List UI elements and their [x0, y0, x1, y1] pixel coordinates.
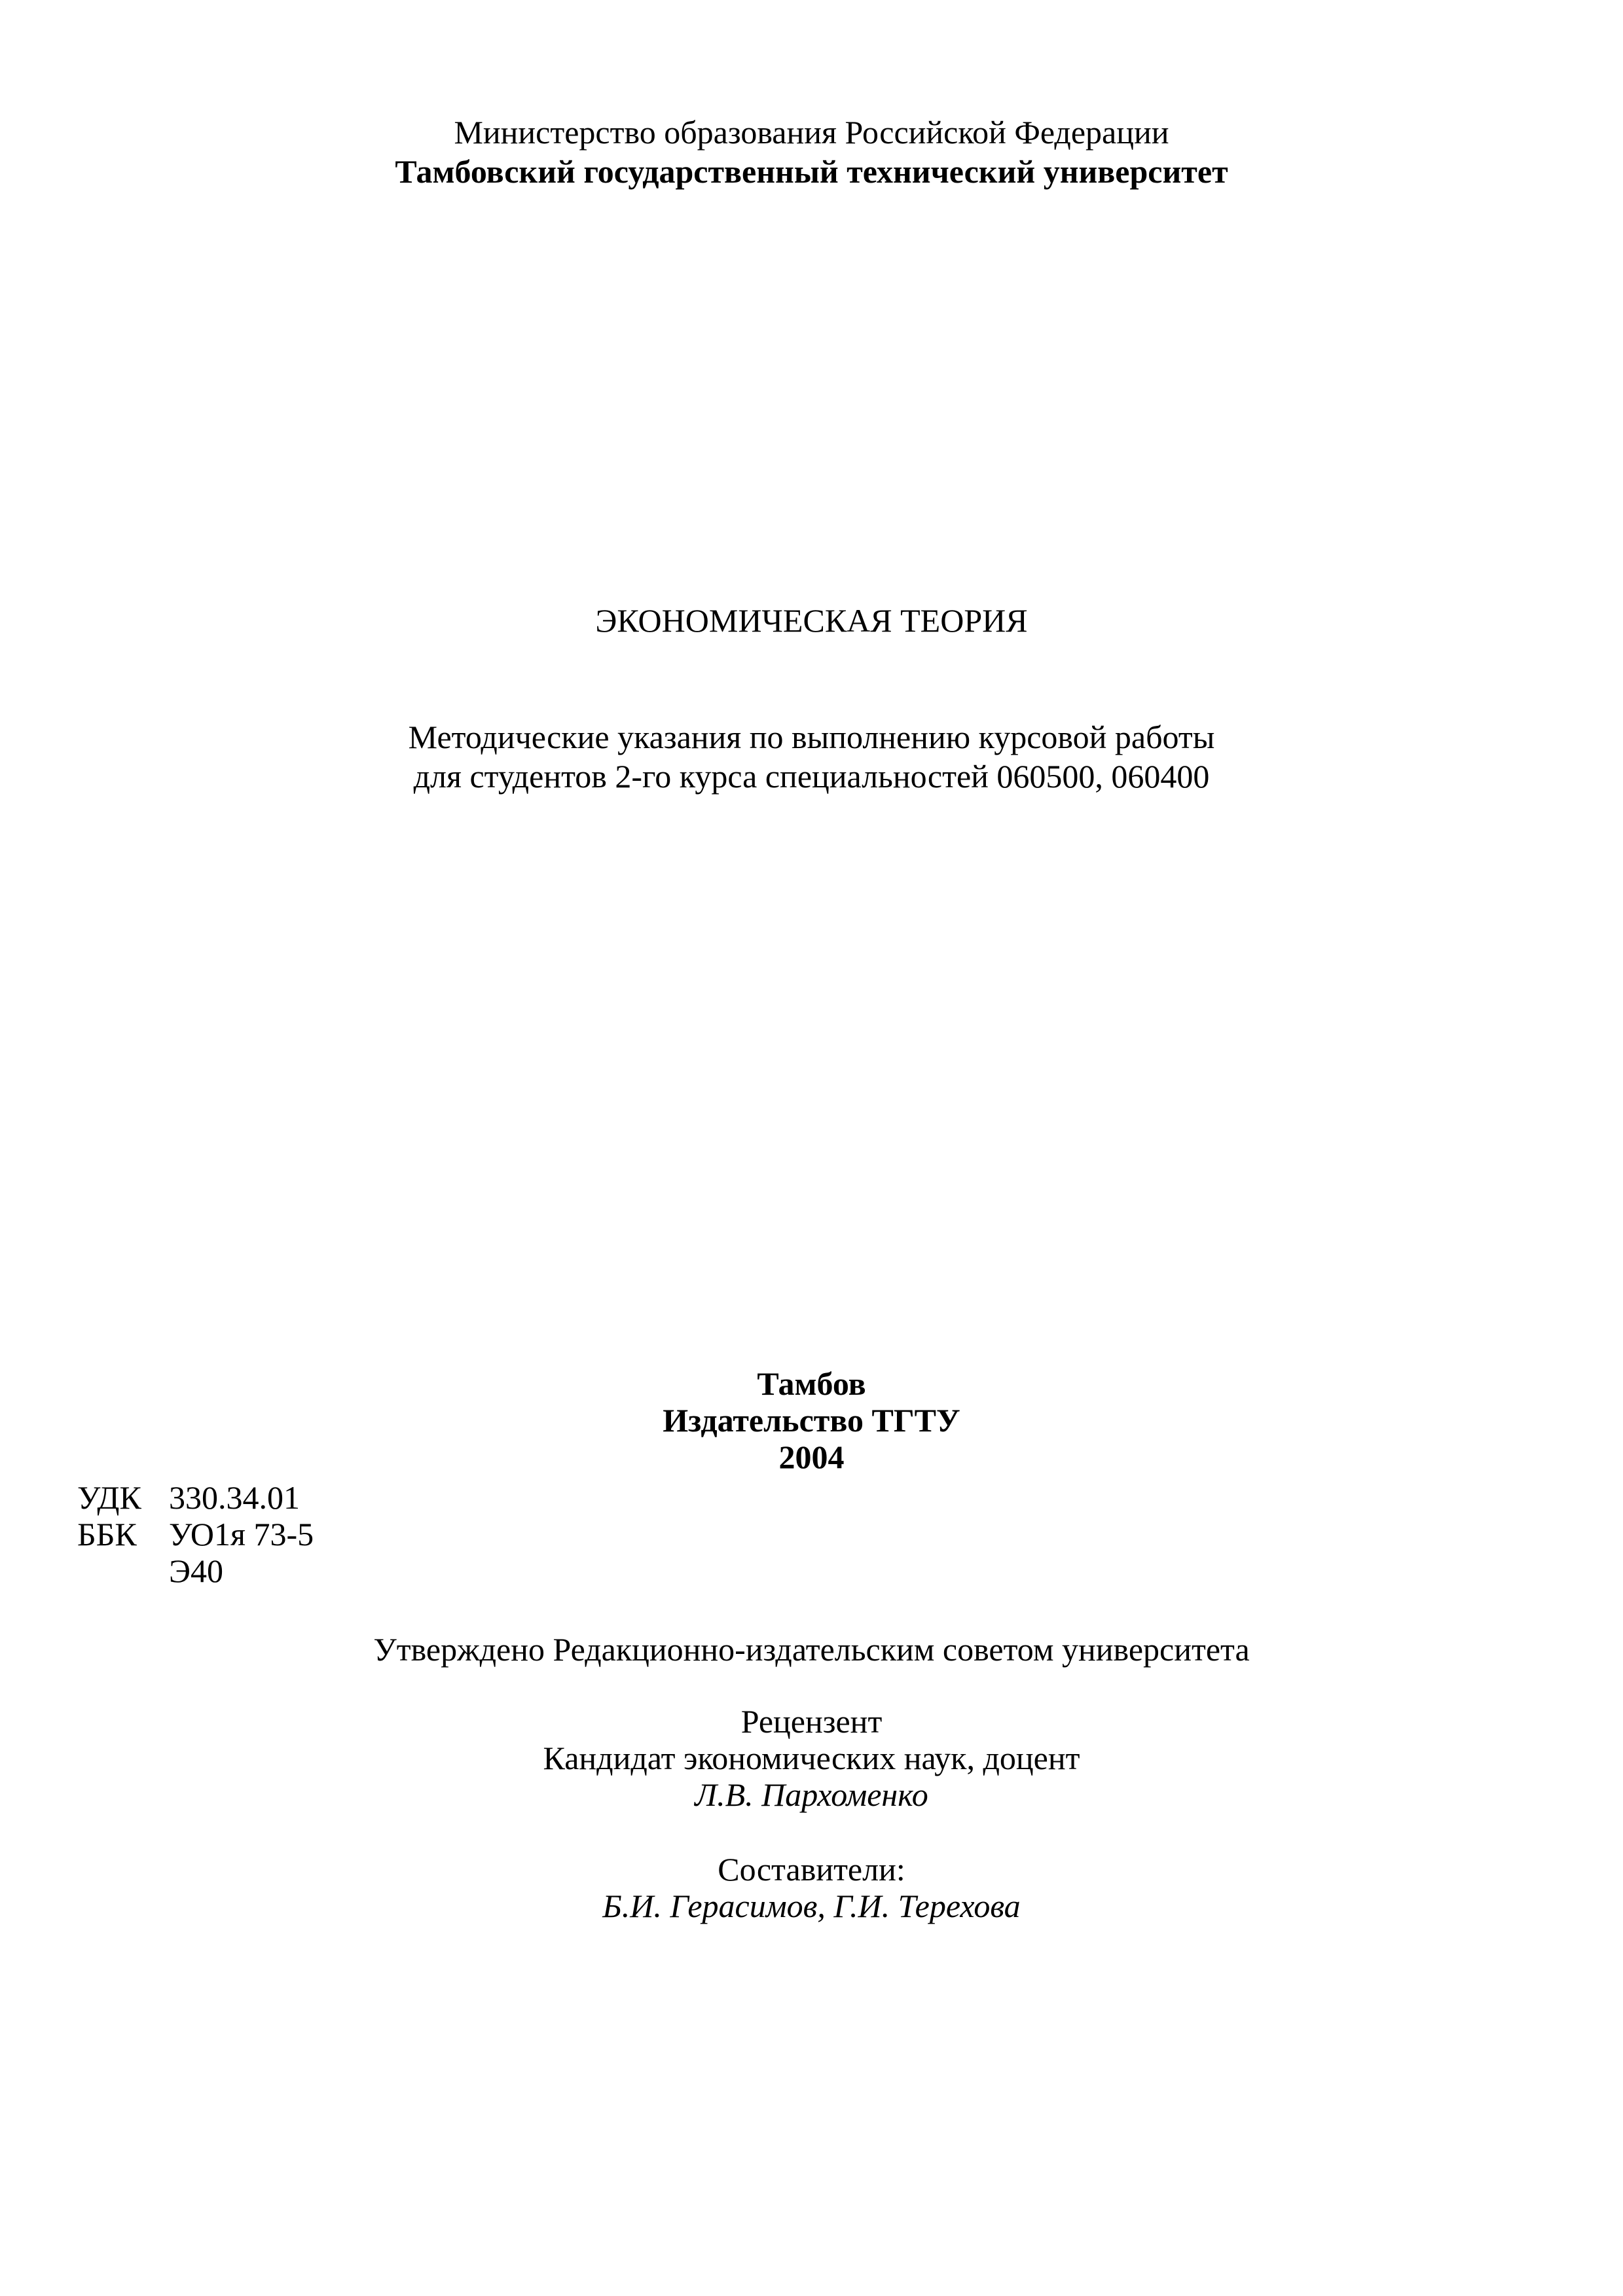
- university-name: Тамбовский государственный технический университет: [395, 153, 1228, 190]
- bbk-value: УО1я 73-5: [169, 1516, 314, 1552]
- document-title: ЭКОНОМИЧЕСКАЯ ТЕОРИЯ: [595, 602, 1028, 639]
- bbk-code: [77, 1515, 314, 1554]
- imprint-year: 2004: [778, 1439, 845, 1475]
- udk-code: [77, 1478, 300, 1517]
- approval-statement: Утверждено Редакционно-издательским советом университета: [373, 1631, 1250, 1668]
- imprint-city: Тамбов: [757, 1365, 866, 1402]
- ministry-name: Министерство образования Российской Федерации: [454, 114, 1169, 151]
- subtitle-line-1: Методические указания по выполнению курсовой работы: [408, 719, 1215, 755]
- bbk-label: ББК: [77, 1516, 137, 1552]
- udk-label: УДК: [77, 1479, 141, 1516]
- udk-value: 330.34.01: [169, 1479, 300, 1516]
- reviewer-credentials: Кандидат экономических наук, доцент: [543, 1740, 1080, 1776]
- reviewer-name: Л.В. Пархоменко: [695, 1776, 928, 1813]
- reviewer-heading: Рецензент: [740, 1703, 883, 1740]
- author-mark: Э40: [169, 1552, 224, 1589]
- compilers-names: Б.И. Герасимов, Г.И. Терехова: [602, 1888, 1021, 1924]
- compilers-heading: Составители:: [718, 1851, 905, 1888]
- subtitle-line-2: для студентов 2-го курса специальностей 060500, 060400: [413, 758, 1210, 795]
- imprint-publisher: Издательство ТГТУ: [663, 1402, 960, 1439]
